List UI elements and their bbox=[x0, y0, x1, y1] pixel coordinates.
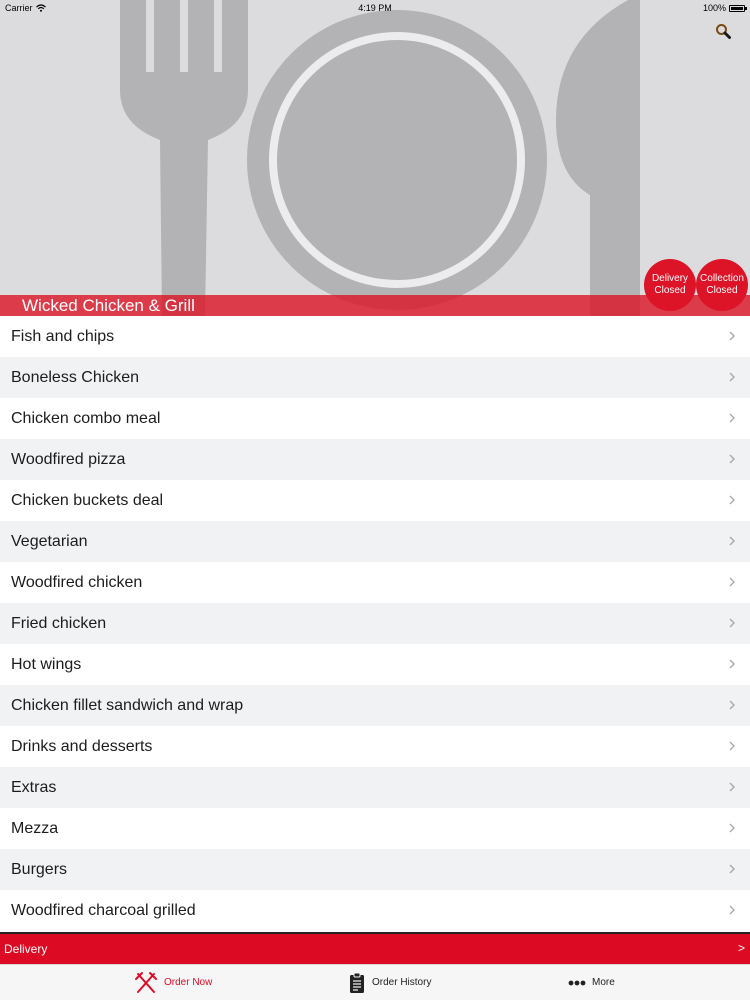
chevron-right-icon bbox=[726, 699, 738, 711]
chevron-right-icon bbox=[726, 781, 738, 793]
chevron-right-icon bbox=[726, 576, 738, 588]
status-time: 4:19 PM bbox=[358, 3, 392, 13]
menu-category-label: Extras bbox=[11, 778, 57, 796]
menu-category-label: Boneless Chicken bbox=[11, 368, 140, 386]
menu-category-label: Chicken fillet sandwich and wrap bbox=[11, 696, 244, 714]
delivery-mode-arrow: > bbox=[737, 941, 745, 955]
search-icon bbox=[715, 23, 731, 39]
delivery-mode-bar[interactable] bbox=[0, 932, 750, 964]
collection-status-badge bbox=[696, 259, 748, 311]
menu-category-item[interactable] bbox=[0, 603, 750, 644]
chevron-right-icon bbox=[726, 494, 738, 506]
chevron-right-icon bbox=[726, 863, 738, 875]
battery-icon bbox=[729, 5, 745, 12]
menu-category-item[interactable] bbox=[0, 439, 750, 480]
restaurant-title-bar bbox=[0, 295, 750, 316]
menu-category-item[interactable] bbox=[0, 890, 750, 931]
menu-category-label: Mezza bbox=[11, 819, 59, 837]
chevron-right-icon bbox=[726, 822, 738, 834]
menu-category-label: Woodfired pizza bbox=[11, 450, 126, 468]
battery-indicator bbox=[703, 3, 745, 13]
chevron-right-icon bbox=[726, 535, 738, 547]
menu-category-label: Vegetarian bbox=[11, 532, 88, 550]
menu-category-label: Chicken combo meal bbox=[11, 409, 161, 427]
chevron-right-icon bbox=[726, 740, 738, 752]
fork-knife-icon bbox=[134, 971, 158, 995]
tab-order-history-label: Order History bbox=[372, 977, 432, 988]
menu-category-item[interactable] bbox=[0, 767, 750, 808]
menu-category-label: Fried chicken bbox=[11, 614, 107, 632]
menu-category-label: Woodfired charcoal grilled bbox=[11, 901, 196, 919]
chevron-right-icon bbox=[726, 330, 738, 342]
delivery-status-badge bbox=[644, 259, 696, 311]
menu-category-label: Fish and chips bbox=[11, 327, 115, 345]
chevron-right-icon bbox=[726, 453, 738, 465]
menu-category-item[interactable] bbox=[0, 562, 750, 603]
tab-more[interactable] bbox=[568, 965, 615, 1000]
chevron-right-icon bbox=[726, 371, 738, 383]
menu-category-label: Drinks and desserts bbox=[11, 737, 153, 755]
plate-cutlery-icon bbox=[0, 0, 750, 316]
bottom-tab-bar bbox=[0, 964, 750, 1000]
menu-category-item[interactable] bbox=[0, 480, 750, 521]
menu-category-item[interactable] bbox=[0, 357, 750, 398]
delivery-status-value: Closed bbox=[654, 285, 686, 296]
menu-category-item[interactable] bbox=[0, 849, 750, 890]
battery-percent: 100% bbox=[702, 3, 726, 13]
menu-category-item[interactable] bbox=[0, 644, 750, 685]
menu-category-item[interactable] bbox=[0, 521, 750, 562]
menu-category-item[interactable] bbox=[0, 726, 750, 767]
menu-category-item[interactable] bbox=[0, 316, 750, 357]
collection-status-value: Closed bbox=[706, 285, 738, 296]
chevron-right-icon bbox=[726, 617, 738, 629]
menu-category-label: Burgers bbox=[11, 860, 68, 878]
status-bar bbox=[0, 0, 750, 16]
delivery-status-label: Delivery bbox=[651, 273, 689, 284]
restaurant-hero bbox=[0, 0, 750, 316]
tab-order-now-label: Order Now bbox=[164, 977, 213, 988]
delivery-mode-label: Delivery bbox=[4, 942, 48, 956]
more-dots-icon bbox=[568, 980, 586, 986]
menu-category-item[interactable] bbox=[0, 398, 750, 439]
chevron-right-icon bbox=[726, 658, 738, 670]
menu-category-list bbox=[0, 316, 750, 931]
tab-order-history[interactable] bbox=[348, 965, 431, 1000]
menu-category-label: Hot wings bbox=[11, 655, 82, 673]
menu-category-label: Chicken buckets deal bbox=[11, 491, 164, 509]
collection-status-label: Collection bbox=[700, 273, 744, 284]
menu-category-item[interactable] bbox=[0, 808, 750, 849]
menu-category-item[interactable] bbox=[0, 685, 750, 726]
chevron-right-icon bbox=[726, 412, 738, 424]
tab-order-now[interactable] bbox=[134, 965, 212, 1000]
search-button[interactable] bbox=[712, 20, 734, 42]
restaurant-name: Wicked Chicken & Grill bbox=[22, 296, 195, 315]
tab-more-label: More bbox=[592, 977, 615, 988]
carrier-name: Carrier bbox=[5, 3, 33, 13]
clipboard-icon bbox=[348, 972, 366, 994]
menu-category-label: Woodfired chicken bbox=[11, 573, 143, 591]
chevron-right-icon bbox=[726, 904, 738, 916]
